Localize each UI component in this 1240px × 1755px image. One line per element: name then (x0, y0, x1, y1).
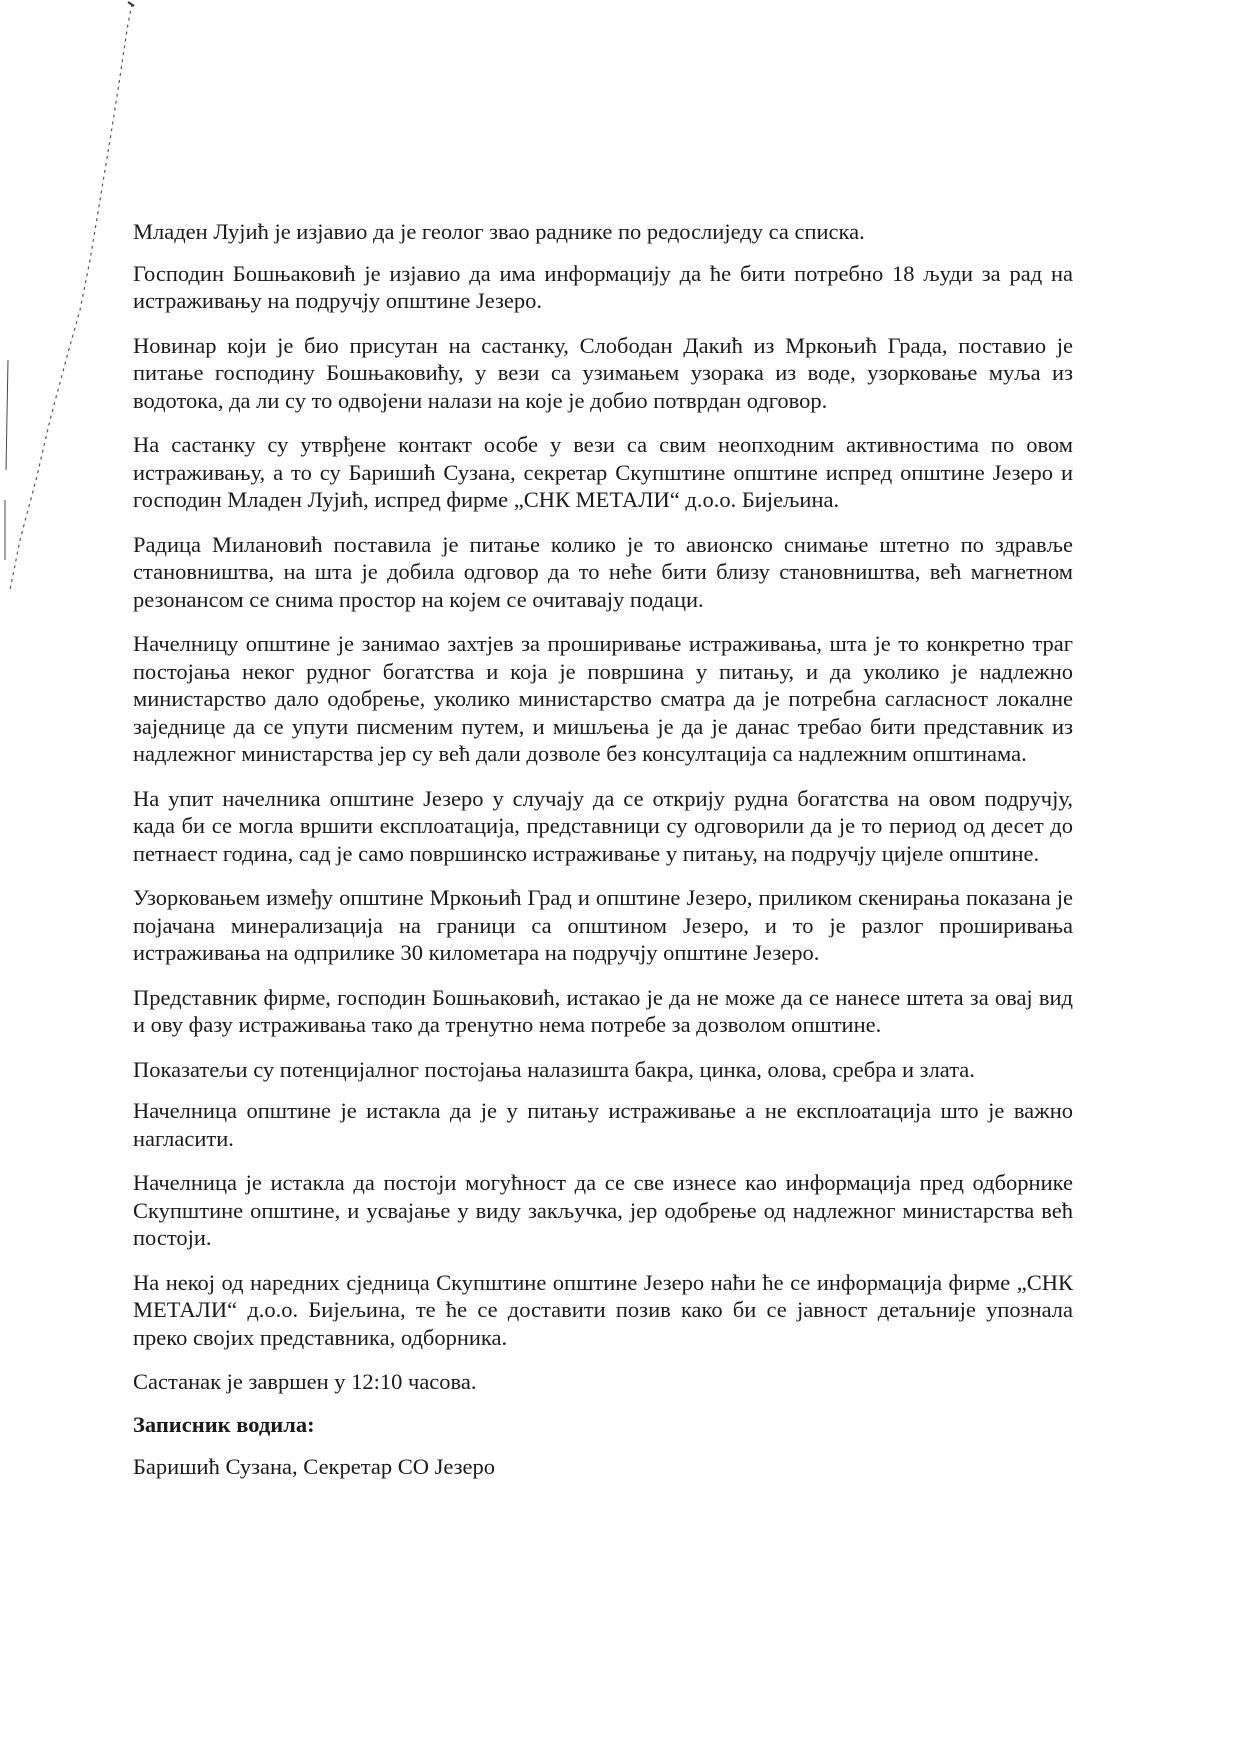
closing-line: Састанак је завршен у 12:10 часова. (133, 1369, 477, 1394)
signature-label: Записник водила: (133, 1411, 315, 1437)
paragraph-3: Новинар који је био присутан на састанку, Слободан Дакић из Мркоњић Града, поставио је питање господину Бошњаковићу, у вези са узимањем узорака из воде, узорковање муља из водотока, да ли су то одвојени налази на које је добио потврдан одговор. (133, 332, 1073, 413)
minutes-body (133, 218, 1073, 1481)
paragraph-1: Младен Лујић је изјавио да је геолог звао раднике по редослиједу са списка. (133, 219, 865, 244)
paragraph-8: Узорковањем између општине Мркоњић Град и општине Језеро, приликом скенирања показана је појачана минерализација на граници са општином Језеро, и то је разлог проширивања истраживања на одприлике 30 километара на подручју општине Језеро. (133, 885, 1073, 965)
paragraph-10: Показатељи су потенцијалног постојања налазишта бакра, цинка, олова, сребра и злата. (133, 1056, 975, 1082)
paragraph-12: Начелница је истакла да постоји могућност да се све изнесе као информација пред одборнике Скупштине општине, и усвајање у виду закључка, јер одобрење од надлежног министарства већ постоји. (133, 1170, 1073, 1250)
paragraph-5: Радица Милановић поставила је питање колико је то авионско снимање штетно по здравље становништва, на шта је добила одговор да то неће бити близу становништва, већ магнетном резонансом се снима простор на којем се очитавају подаци. (133, 531, 1073, 612)
paragraph-11: Начелница општине је истакла да је у питању истраживање а не експлоатација што је важно нагласити. (133, 1098, 1073, 1151)
signature-name: Баришић Сузана, Секретар СО Језеро (133, 1454, 495, 1479)
paragraph-7: На упит начелника општине Језеро у случају да се открију рудна богатства на овом подручју, када би се могла вршити експлоатација, представници су одговорили да је то период од десет до петнаест година, сад је само површинско истраживање у питању, на подручју цијеле општине. (133, 785, 1073, 866)
paragraph-13: На некој од наредних сједница Скупштине општине Језеро наћи ће се информација фирме „СНК МЕТАЛИ“ д.о.о. Бијељина, те ће се доставити позив како би се јавност детаљније упознала преко својих представника, одборника. (133, 1269, 1073, 1350)
paragraph-4: На састанку су утврђене контакт особе у вези са свим неопходним активностима по овом истраживању, а то су Баришић Сузана, секретар Скупштине општине испред општине Језеро и господин Младен Лујић, испред фирме „СНК МЕТАЛИ“ д.о.о. Бијељина. (133, 432, 1073, 512)
paragraph-9: Представник фирме, господин Бошњаковић, истакао је да не може да се нанесе штета за овај вид и ову фазу истраживања тако да тренутно нема потребе за дозволом општине. (133, 984, 1073, 1037)
paragraph-6: Начелницу општине је занимао захтјев за проширивање истраживања, шта је то конкретно траг постојања неког рудног богатства и која је површина у питању, и да уколико је надлежно министарство дало одобрење, уколико министарство сматра да је потребна сагласност локалне заједнице да се упути писменим путем, и мишљења је да је данас требао бити представник из надлежног министарства јер су већ дали дозволе без консултација са надлежним општинама. (133, 631, 1073, 766)
paragraph-2: Господин Бошњаковић је изјавио да има информацију да ће бити потребно 18 људи за рад на истраживању на подручју општине Језеро. (133, 260, 1073, 313)
